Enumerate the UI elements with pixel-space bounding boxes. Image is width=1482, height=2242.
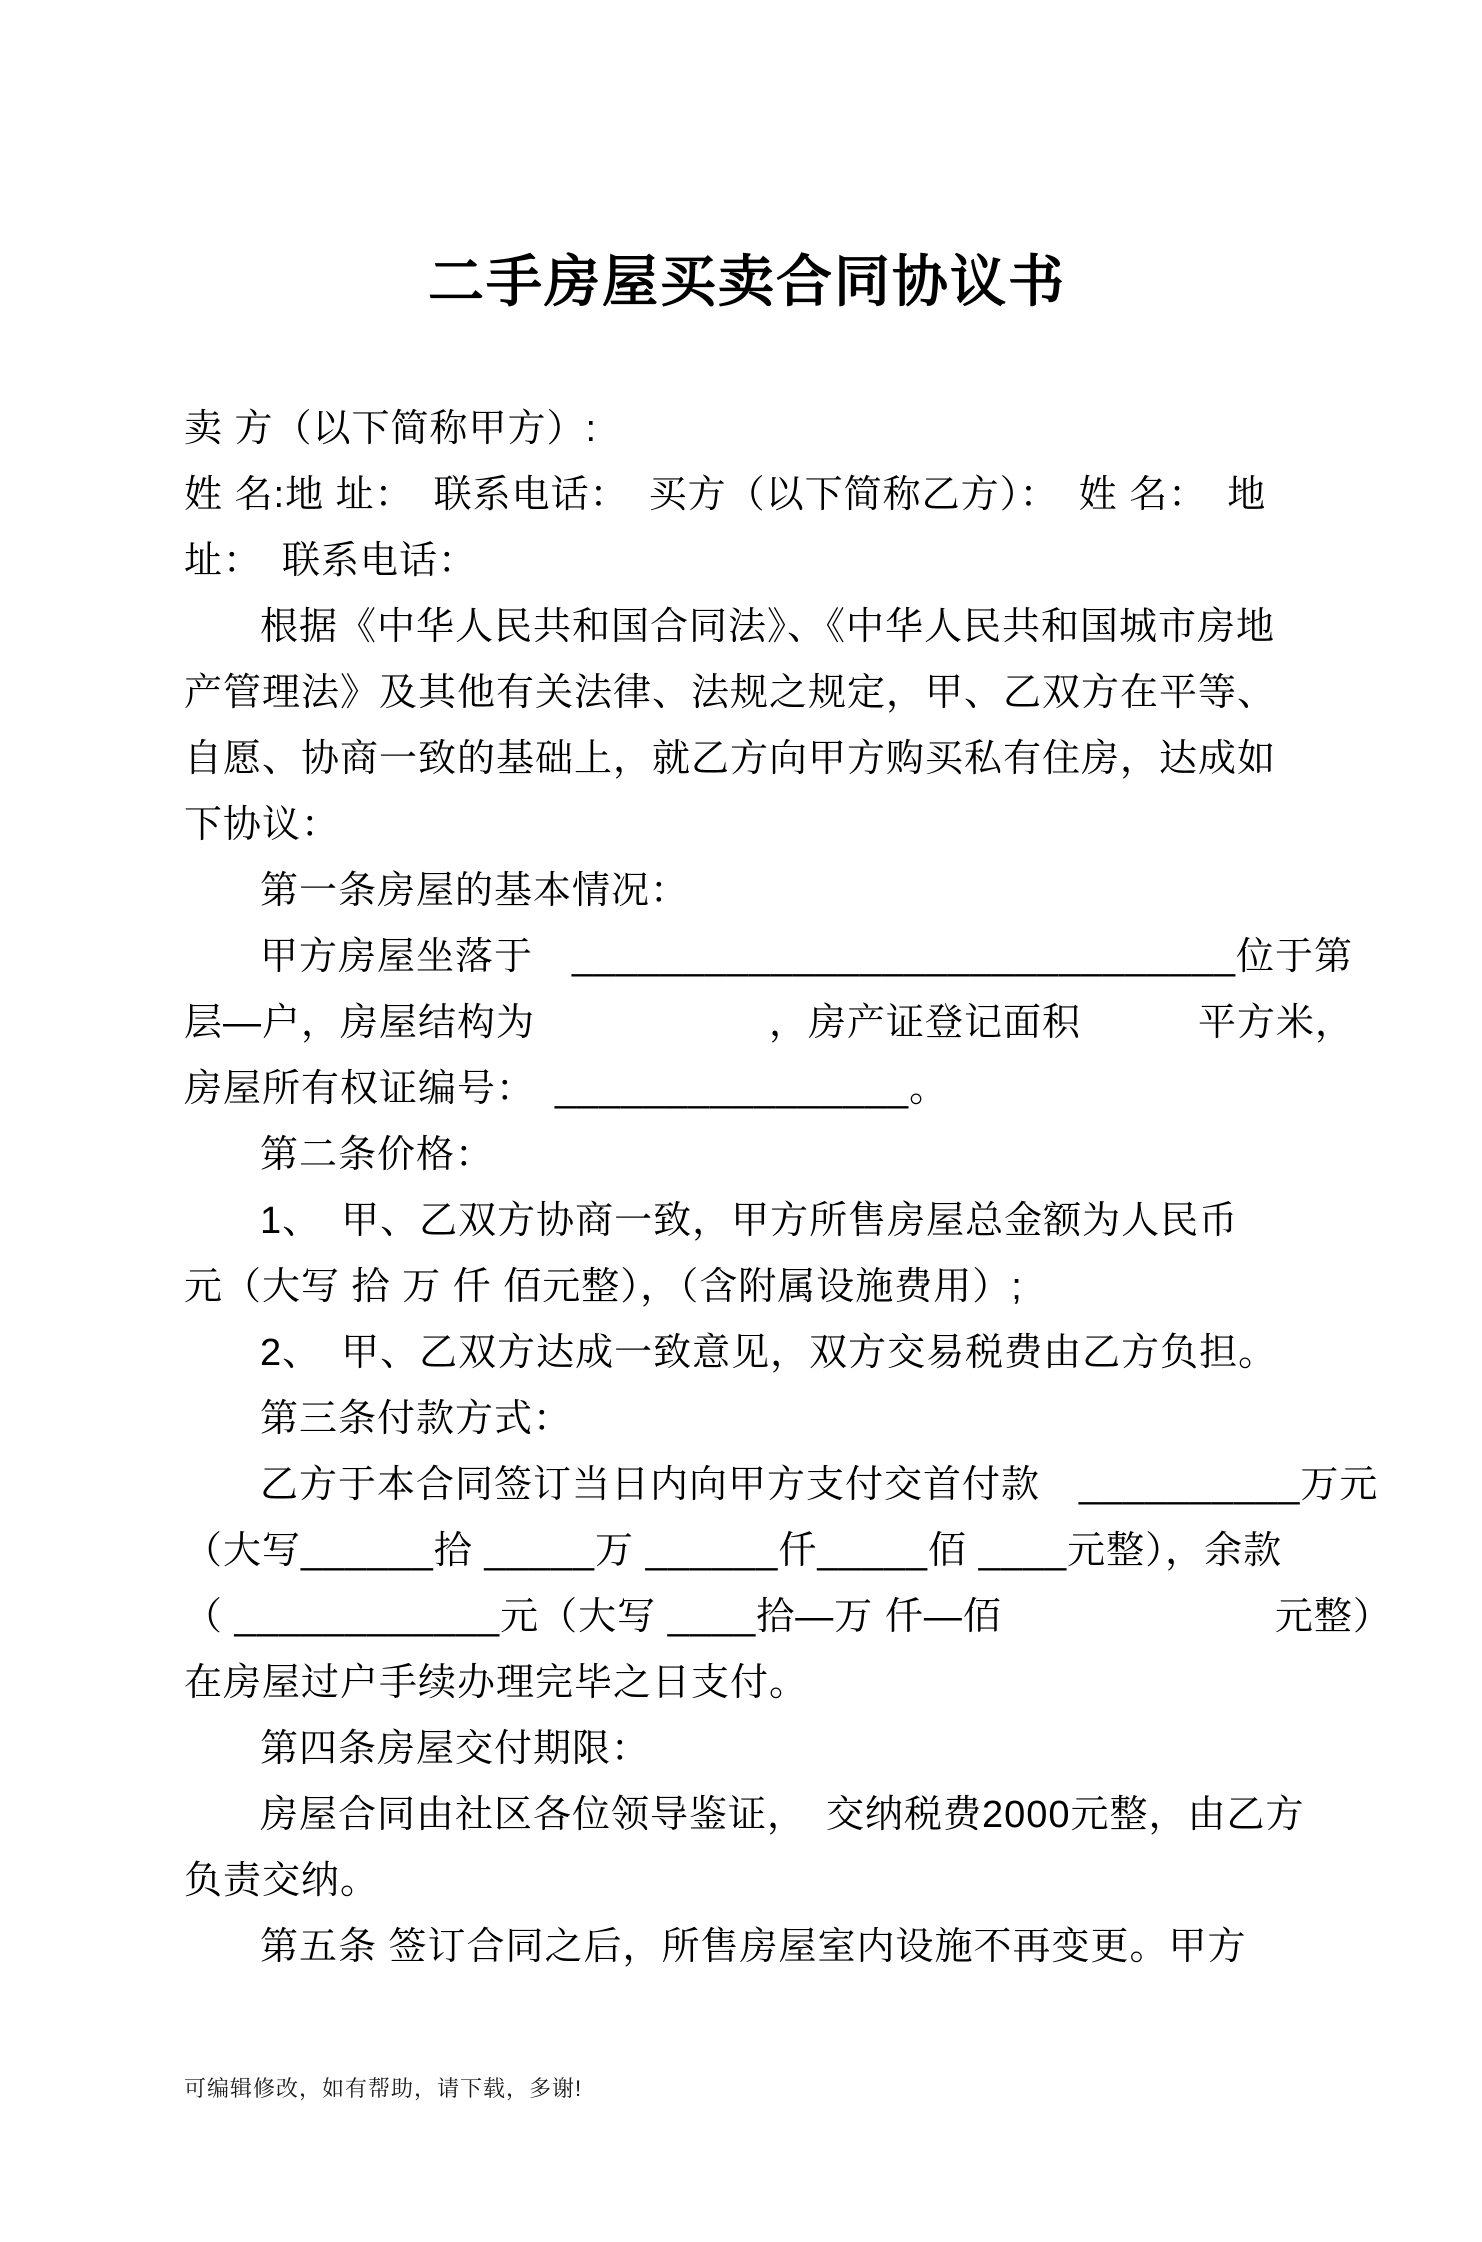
contract-line: （大写______拾 _____万 ______仟_____佰 ____元整），余款 (184, 1530, 1283, 1572)
contract-line: 第二条价格： (260, 1134, 495, 1176)
contract-line: 2、 甲、乙双方达成一致意见，双方交易税费由乙方负担。 (260, 1332, 1278, 1374)
contract-line: 层—户，房屋结构为 ，房产证登记面积 平方米， (184, 1002, 1355, 1044)
contract-line: 房屋合同由社区各位领导鉴证， 交纳税费2000元整，由乙方 (260, 1794, 1305, 1836)
contract-line: 根据《中华人民共和国合同法》、《中华人民共和国城市房地 (260, 606, 1276, 648)
contract-line: 元（大写 拾 万 仟 佰元整），（含附属设施费用）; (184, 1266, 1023, 1308)
contract-line: 第三条付款方式： (260, 1398, 573, 1440)
contract-line: 产管理法》及其他有关法律、法规之规定，甲、乙双方在平等、 (184, 672, 1277, 714)
contract-line: 甲方房屋坐落于 ______________________________位于第 (260, 936, 1354, 978)
contract-line: 下协议： (184, 804, 341, 846)
contract-line: 1、 甲、乙双方协商一致，甲方所售房屋总金额为人民币 (260, 1200, 1239, 1242)
contract-line: 乙方于本合同签订当日内向甲方支付交首付款 __________万元 (260, 1464, 1379, 1506)
document-body (184, 396, 1392, 1980)
contract-line: 卖 方（以下简称甲方）: (184, 408, 598, 450)
document-title: 二手房屋买卖合同协议书 (428, 250, 1066, 313)
contract-line: 自愿、协商一致的基础上，就乙方向甲方购买私有住房，达成如 (184, 738, 1277, 780)
contract-line: 在房屋过户手续办理完毕之日支付。 (184, 1662, 809, 1704)
contract-line: （ ____________元（大写 ____拾—万 仟—佰 元整） (184, 1596, 1392, 1638)
contract-line: 负责交纳。 (184, 1860, 380, 1902)
footer-note: 可编辑修改，如有帮助，请下载，多谢! (184, 2076, 583, 2101)
contract-line: 址： 联系电话： (184, 540, 478, 582)
contract-line: 房屋所有权证编号： ________________。 (184, 1068, 949, 1110)
contract-line: 姓 名:地 址： 联系电话： 买方（以下简称乙方）： 姓 名： 地 (184, 474, 1267, 516)
contract-line: 第四条房屋交付期限： (260, 1728, 651, 1770)
contract-line: 第五条 签订合同之后，所售房屋室内设施不再变更。甲方 (260, 1926, 1247, 1968)
contract-line: 第一条房屋的基本情况： (260, 870, 690, 912)
